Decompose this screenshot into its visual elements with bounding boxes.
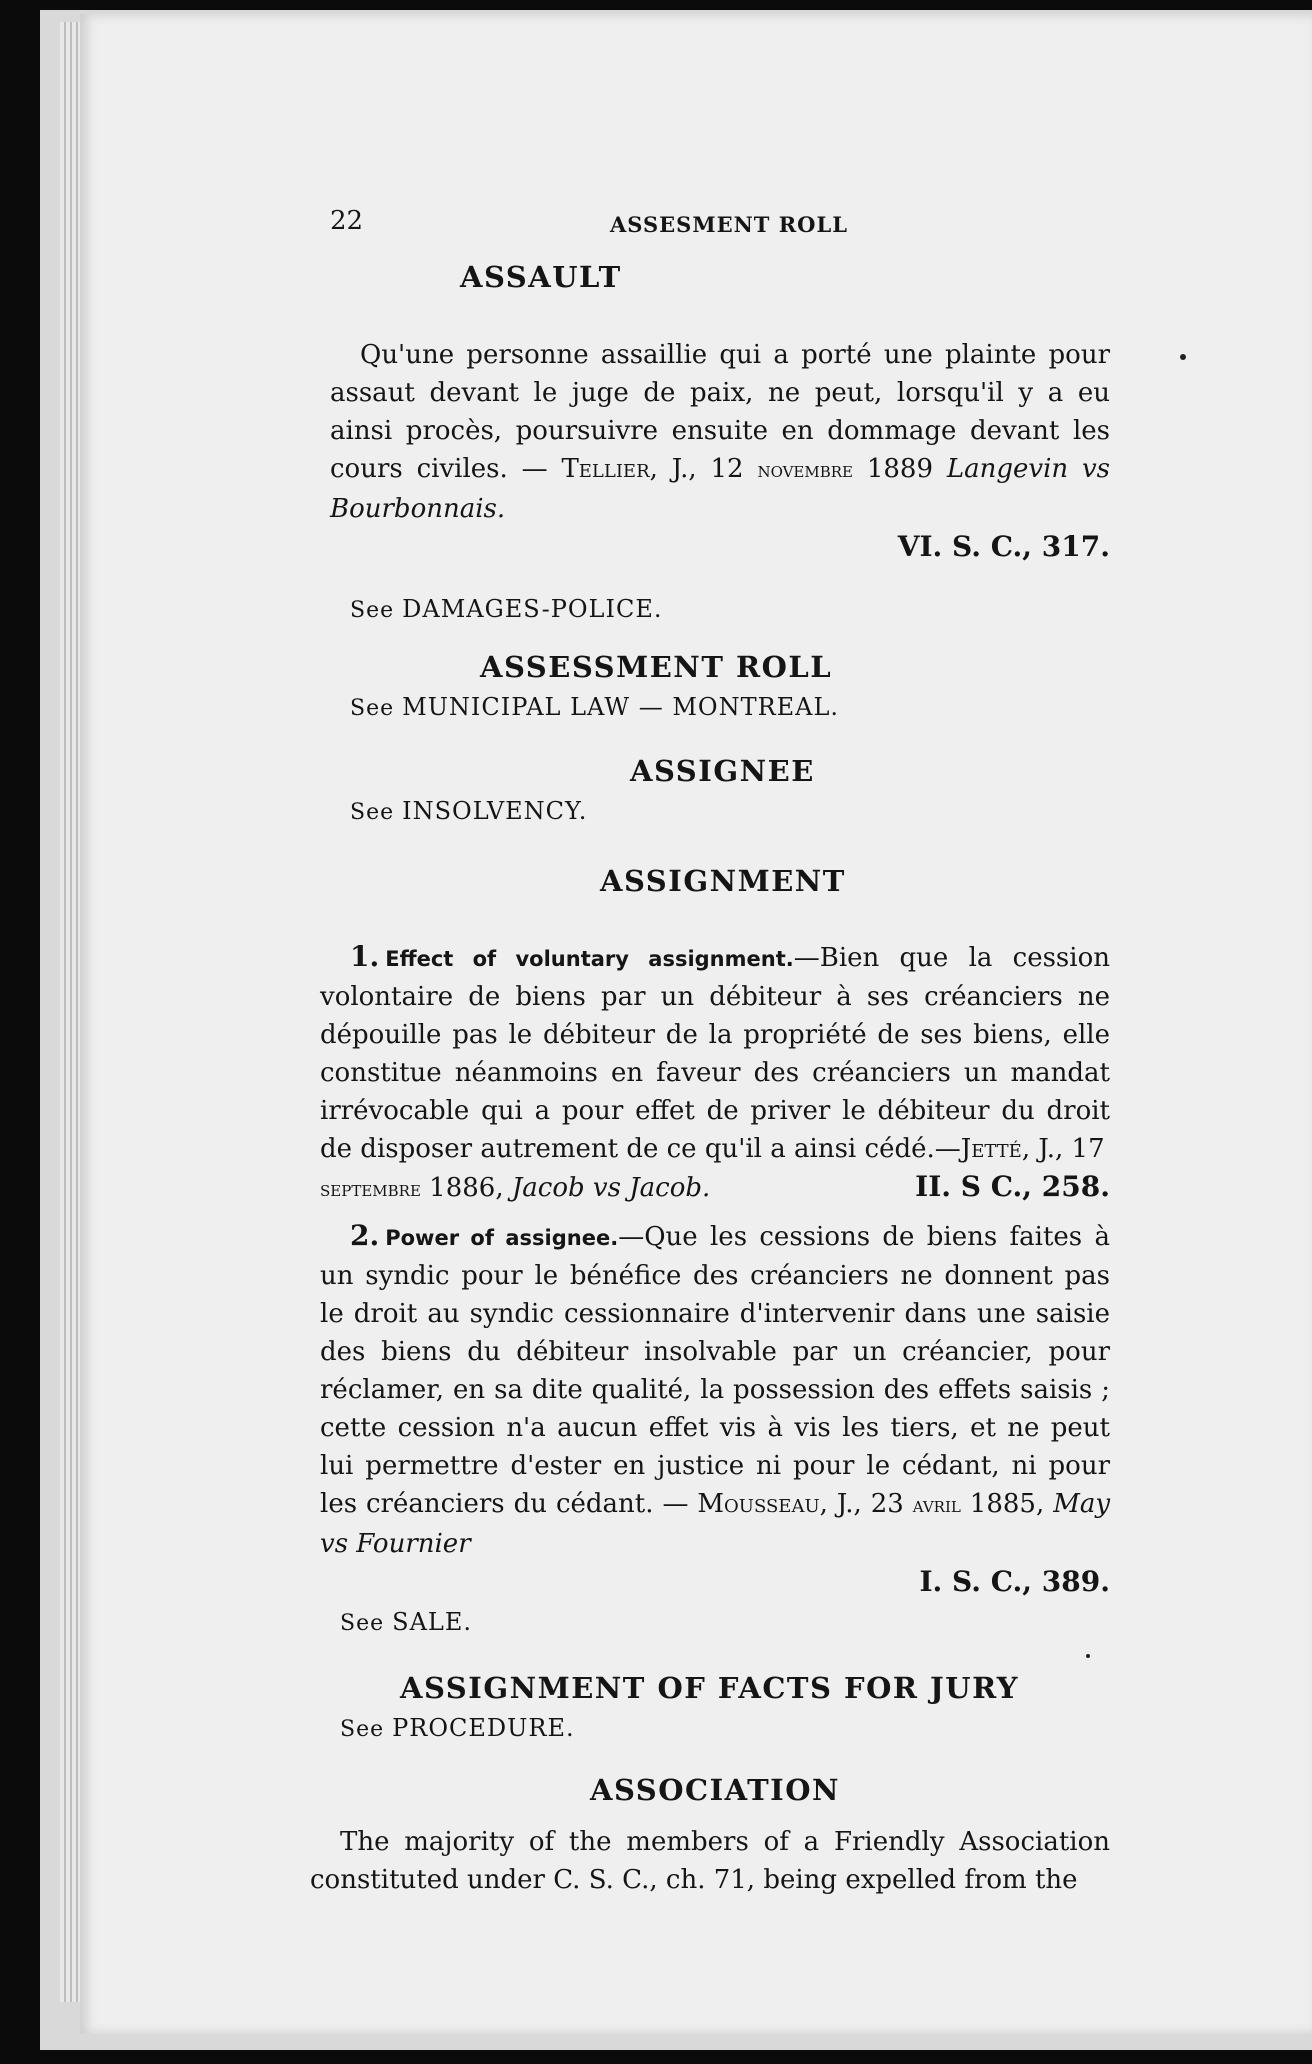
- item-report: I. S. C., 389.: [919, 1565, 1110, 1598]
- association-paragraph: The majority of the members of a Friendly Association constituted under C. S. C., ch. 71, being expelled from the: [310, 1827, 1110, 1895]
- assault-after-judge: , J., 12: [649, 454, 758, 484]
- page-number: 22: [330, 206, 364, 236]
- item-case: May vs Fournier: [320, 1489, 1111, 1559]
- running-title: ASSESMENT ROLL: [610, 212, 848, 237]
- see-reference-sale: [340, 1603, 1110, 1643]
- assault-paragraph: [330, 336, 1110, 528]
- see-word: See: [350, 800, 395, 825]
- see-reference-damages: [350, 590, 1110, 630]
- heading-assignment: ASSIGNMENT: [600, 864, 846, 898]
- see-target: INSOLVENCY.: [402, 797, 588, 825]
- assault-year: 1889: [853, 454, 947, 484]
- assault-date-month: novembre: [757, 458, 854, 483]
- heading-association: ASSOCIATION: [590, 1773, 840, 1807]
- item-text: —Que les cessions de biens faites à un syndic pour le bénéfice des créanciers ne donnent pas le droit au syndic cessionnaire d'intervenir dans une saisie des biens du débiteur insolvable par un créancier, pour réclamer, en sa dite qualité, la possession des effets saisis ; cette cession n'a aucun effet vis à vis les tiers, et ne peut lui permettre d'ester en justice ni pour le cédant, ni pour les créanciers du cédant. —: [320, 1222, 1110, 1519]
- see-target: DAMAGES-POLICE.: [402, 595, 663, 623]
- assault-text: Qu'une personne assaillie qui a porté une plainte pour assaut devant le juge de paix, ne peut, lorsqu'il y a eu ainsi procès, poursuivre ensuite en dommage devant les cours civiles. —: [330, 340, 1110, 484]
- item-year: 1885,: [960, 1489, 1054, 1519]
- item-date-month: septembre: [320, 1177, 421, 1202]
- item-number: 2.: [350, 1219, 380, 1252]
- assignment-item-paragraph: [320, 938, 1110, 1168]
- see-target: SALE.: [392, 1608, 472, 1636]
- see-word: See: [340, 1611, 385, 1636]
- assault-report: VI. S. C., 317.: [897, 530, 1110, 563]
- item-topic: Power of assignee.: [385, 1226, 619, 1250]
- assignment-item-paragraph: [320, 1217, 1110, 1563]
- see-word: See: [340, 1717, 385, 1742]
- item-judge: Jetté: [960, 1134, 1022, 1164]
- assignment-item-2: [230, 1217, 1110, 1601]
- item-citation: [320, 1168, 1110, 1209]
- see-reference-insolvency: [350, 792, 1110, 832]
- see-target: PROCEDURE.: [392, 1714, 575, 1742]
- see-reference-procedure: [340, 1709, 1110, 1749]
- assignment-item-1: [230, 938, 1110, 1209]
- see-target: MUNICIPAL LAW — MONTREAL.: [402, 693, 840, 721]
- heading-assignee: ASSIGNEE: [630, 754, 815, 788]
- heading-assessment-roll: ASSESSMENT ROLL: [480, 650, 833, 684]
- item-after-judge: , J., 17: [1021, 1134, 1105, 1164]
- item-report: II. S C., 258.: [915, 1170, 1110, 1203]
- item-number: 1.: [350, 940, 380, 973]
- item-date-month: avril: [912, 1493, 961, 1518]
- see-reference-municipal: [350, 688, 1110, 728]
- see-word: See: [350, 598, 395, 623]
- see-word: See: [350, 696, 395, 721]
- item-after-judge: , J., 23: [819, 1489, 913, 1519]
- assault-case: Langevin vs Bourbonnais.: [330, 454, 1111, 524]
- assault-judge: Tellier: [561, 454, 650, 484]
- heading-assault: ASSAULT: [460, 260, 622, 294]
- item-case: Jacob vs Jacob.: [511, 1173, 711, 1203]
- item-citation-left: [320, 1169, 710, 1209]
- page-content: [230, 200, 1110, 1899]
- item-year: 1886,: [420, 1173, 512, 1203]
- heading-assignment-of-facts: ASSIGNMENT OF FACTS FOR JURY: [400, 1671, 1019, 1705]
- item-topic: Effect of voluntary assignment.: [385, 947, 794, 971]
- item-text: —Bien que la cession volontaire de biens par un débiteur à ses créanciers ne dépouille pas le débiteur de la propriété de ses biens, elle constitue néanmoins en faveur des créanciers un mandat irrévocable qui a pour effet de priver le débiteur du droit de disposer autrement de ce qu'il a ainsi cédé.—: [320, 943, 1110, 1164]
- ink-speck: [1180, 354, 1186, 360]
- running-head: [230, 200, 1110, 250]
- item-judge: Mousseau: [697, 1489, 820, 1519]
